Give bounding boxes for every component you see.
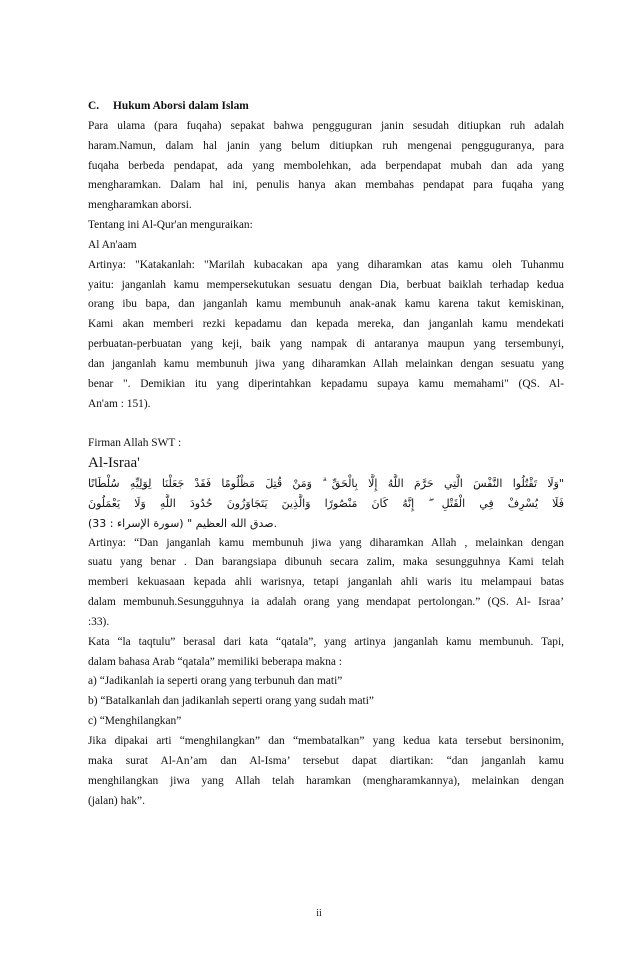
tentang-line: Tentang ini Al-Qur'an menguraikan: xyxy=(88,219,253,232)
page-number: ii xyxy=(316,908,322,919)
arabic-closing: صدق الله العظيم xyxy=(195,516,274,530)
translation-israa-line: suatu yang benar . Dan barangsiapa dibunuh secara zalim, maka sesungguhnya Kami telah xyxy=(88,556,564,569)
translation-anaam-line: perbuatan-perbuatan yang keji, baik yang nampak di antaranya maupun yang tersembunyi, xyxy=(88,338,564,351)
translation-israa-line: Artinya: “Dan janganlah kamu membunuh jiwa yang diharamkan Allah , melainkan dengan xyxy=(88,536,564,549)
translation-anaam-line: Kami akan memberi rezki kepadamu dan kepada mereka, dan janganlah kamu mendekati xyxy=(88,318,564,331)
surah-anaam-title: Al An'aam xyxy=(88,238,137,251)
arabic-verse-reference xyxy=(88,514,564,534)
section-heading xyxy=(88,97,564,117)
closing-line: maka surat Al-An’am dan Al-Isma’ tersebut dapat diartikan: “dan janganlah kamu xyxy=(88,754,564,767)
translation-israa-line: dalam membunuh.Sesungguhnya ia adalah orang yang mendapat pertolongan.” (QS. Al- Israa’ xyxy=(88,596,564,609)
intro-line: haram.Namun, dalam hal janin yang belum ditiupkan ruh mengenai pengguguranya, para xyxy=(88,139,564,152)
translation-anaam-line: Artinya: "Katakanlah: "Marilah kubacakan apa yang diharamkan atas kamu oleh Tuhanmu xyxy=(88,258,564,271)
section-title: Hukum Aborsi dalam Islam xyxy=(113,100,249,112)
translation-anaam-line: orang ibu bapa, dan janganlah kamu membunuh anak-anak kamu karena takut kemiskinan, xyxy=(88,298,564,311)
translation-anaam-line: benar ". Demikian itu yang diperintahkan kepadamu supaya kamu memahami" (QS. Al- xyxy=(88,377,564,390)
intro-line: mengharamkan aborsi. xyxy=(88,199,192,212)
translation-anaam-line: An'am : 151). xyxy=(88,397,151,410)
arabic-verse-line: فَلَا يُسْرِفْ فِي الْقَتْلِ ۖ إِنَّهُ كَانَ مَنْصُورًا وَالَّذِينَ يَتَجَاوَزُونَ حُدُودَ اللَّهِ وَلَا يَعْمَلُونَ xyxy=(88,496,564,510)
kata-line: dalam bahasa Arab “qatala” memiliki beberapa makna : xyxy=(88,655,342,668)
closing-line: Jika dipakai arti “menghilangkan” dan “membatalkan” yang kedua kata tersebut bersinonim, xyxy=(88,735,564,747)
translation-israa-line: memberi kekuasaan kepada ahli warisnya, tetapi janganlah ahli waris itu melampaui batas xyxy=(88,576,564,589)
firman-line: Firman Allah SWT : xyxy=(88,437,182,450)
meaning-option-a: a) “Jadikanlah ia seperti orang yang terbunuh dan mati” xyxy=(88,675,343,688)
closing-line: menghilangkan jiwa yang Allah telah haramkan (mengharamkannya), melainkan dengan xyxy=(88,774,564,787)
arabic-verse-line: "وَلَا تَقْتُلُوا النَّفْسَ الَّتِي حَرَّمَ اللَّهُ إِلَّا بِالْحَقِّ ۗ وَمَنْ قُتِلَ مَظْلُومًا فَقَدْ جَعَلْنَا لِوَلِيِّهِ سُلْطَانًا xyxy=(88,477,564,491)
translation-israa-line: :33). xyxy=(88,615,110,628)
intro-line: Para ulama (para fuqaha) sepakat bahwa pengguguran janin sesudah ditiupkan ruh adalah xyxy=(88,119,564,132)
closing-line: (jalan) hak”. xyxy=(88,794,145,807)
meaning-option-b: b) “Batalkanlah dan jadikanlah seperti orang yang sudah mati” xyxy=(88,695,374,708)
meaning-option-c: c) “Menghilangkan” xyxy=(88,715,182,728)
surah-israa-title: Al-Israa' xyxy=(88,455,140,472)
intro-line: fuqaha berbeda pendapat, ada yang membolehkan, ada berpendapat mubah dan ada yang xyxy=(88,159,564,172)
arabic-surah-ref: " (سورة الإسراء : 33). xyxy=(88,516,278,530)
document-body xyxy=(88,97,564,811)
spacer xyxy=(88,415,564,435)
intro-line: mengharamkan. Dalam hal ini, penulis hanya akan membahas pendapat para fuqaha yang xyxy=(88,179,564,192)
kata-line: Kata “la taqtulu” berasal dari kata “qatala”, yang artinya janganlah kamu membunuh. Tapi, xyxy=(88,635,564,648)
translation-anaam-line: yaitu: janganlah kamu mempersekutukan sesuatu dengan Dia, berbuat baiklah terhadap kedua xyxy=(88,278,564,291)
section-number: C. xyxy=(88,100,100,112)
translation-anaam-line: dan janganlah kamu membunuh jiwa yang diharamkan Allah melainkan dengan sesuatu yang xyxy=(88,357,564,370)
